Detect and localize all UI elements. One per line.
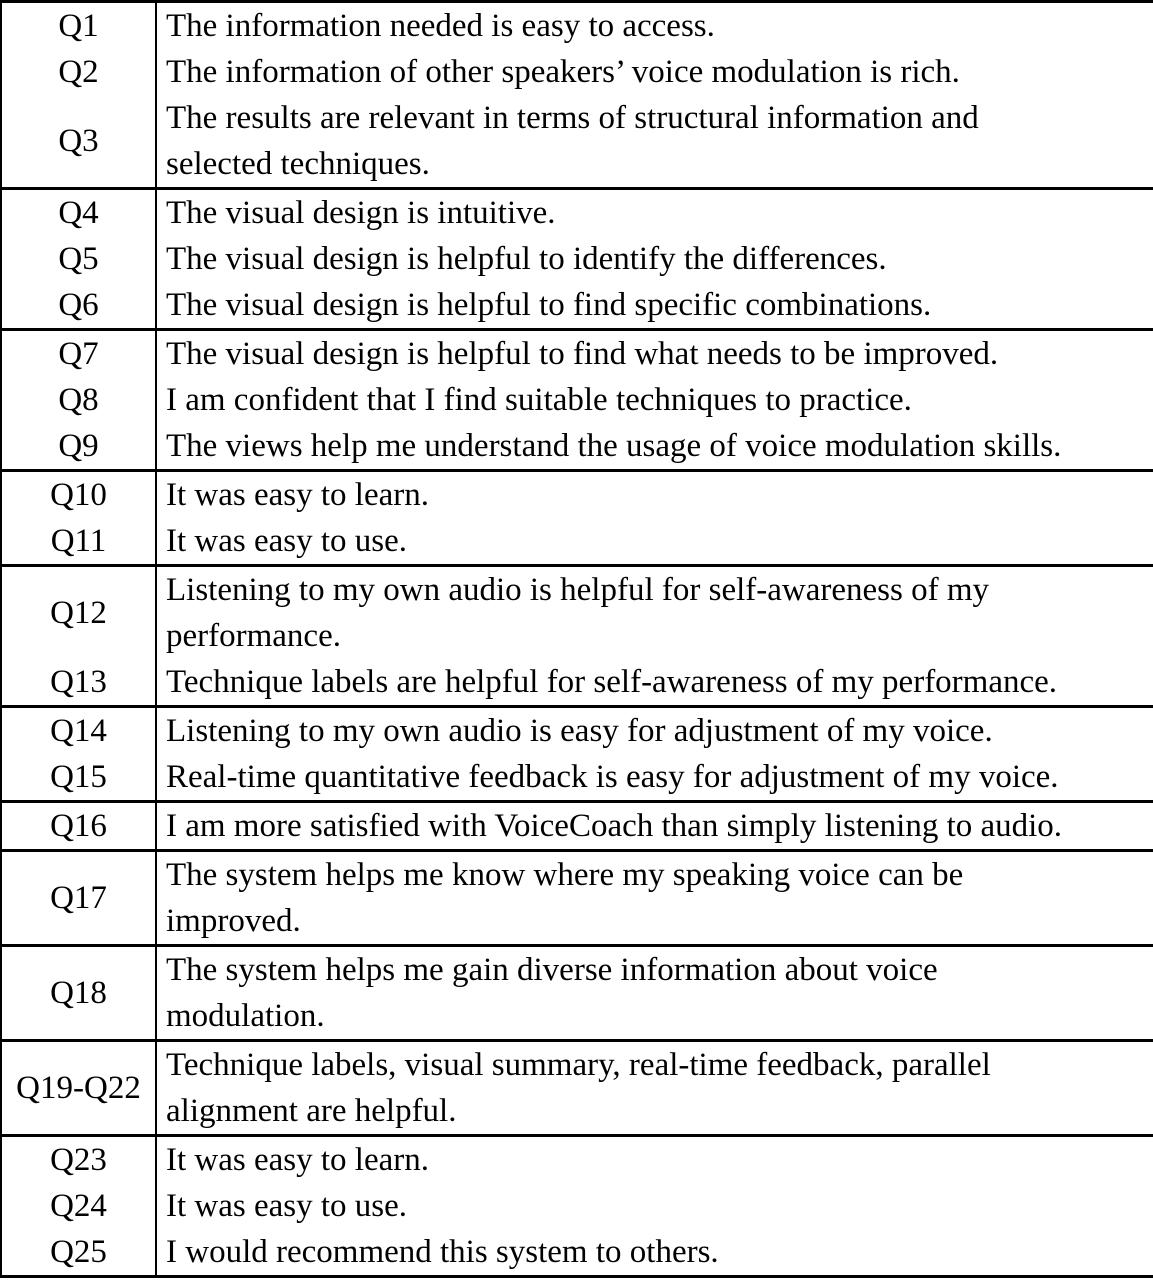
question-text	[157, 377, 1153, 423]
table-row	[2, 331, 1153, 377]
question-text-line: The system helps me gain diverse information about voice	[166, 952, 938, 988]
question-text	[157, 95, 1153, 187]
question-text-line: The visual design is helpful to find what needs to be improved.	[166, 336, 999, 372]
question-text	[157, 1042, 1153, 1134]
question-text-line: Technique labels are helpful for self-awareness of my performance.	[166, 664, 1058, 700]
question-text-line: I am more satisfied with VoiceCoach than simply listening to audio.	[166, 808, 1063, 844]
question-text	[157, 803, 1153, 849]
question-text-line: The information needed is easy to access.	[166, 8, 715, 44]
question-text	[157, 1183, 1153, 1229]
question-text	[157, 659, 1153, 705]
question-text	[157, 472, 1153, 518]
question-text-line: I am confident that I find suitable techniques to practice.	[166, 382, 912, 418]
question-text-line: It was easy to use.	[166, 1188, 408, 1224]
question-id: Q2	[2, 49, 157, 95]
question-text	[157, 1137, 1153, 1183]
question-id: Q1	[2, 3, 157, 49]
table-group	[2, 705, 1153, 800]
question-text-line: The information of other speakers’ voice modulation is rich.	[166, 54, 960, 90]
table-row	[2, 1042, 1153, 1134]
question-id: Q3	[2, 95, 157, 187]
question-id: Q7	[2, 331, 157, 377]
question-text-line: selected techniques.	[166, 146, 430, 182]
table-group	[2, 849, 1153, 944]
table-row	[2, 377, 1153, 423]
table-row	[2, 95, 1153, 187]
question-text-line: improved.	[166, 903, 301, 939]
question-text	[157, 3, 1153, 49]
question-text-line: The visual design is helpful to find specific combinations.	[166, 287, 932, 323]
table-row	[2, 659, 1153, 705]
question-id: Q24	[2, 1183, 157, 1229]
table-row	[2, 1229, 1153, 1275]
table-group	[2, 944, 1153, 1039]
question-text	[157, 423, 1153, 469]
table-group	[2, 800, 1153, 849]
question-text-line: Real-time quantitative feedback is easy for adjustment of my voice.	[166, 759, 1059, 795]
question-text-line: modulation.	[166, 998, 325, 1034]
question-text-line: I would recommend this system to others.	[166, 1234, 719, 1270]
question-id: Q12	[2, 567, 157, 659]
question-text-line: performance.	[166, 618, 341, 654]
question-id: Q6	[2, 282, 157, 328]
table-row	[2, 472, 1153, 518]
table-row	[2, 49, 1153, 95]
question-id: Q23	[2, 1137, 157, 1183]
table-group	[2, 3, 1153, 187]
question-text	[157, 947, 1153, 1039]
question-id: Q18	[2, 947, 157, 1039]
question-text	[157, 518, 1153, 564]
question-text	[157, 852, 1153, 944]
table-group	[2, 1134, 1153, 1275]
question-id: Q15	[2, 754, 157, 800]
question-id: Q14	[2, 708, 157, 754]
table-row	[2, 754, 1153, 800]
table-row	[2, 282, 1153, 328]
table-row	[2, 190, 1153, 236]
question-id: Q16	[2, 803, 157, 849]
question-text-line: It was easy to use.	[166, 523, 408, 559]
table-row	[2, 518, 1153, 564]
question-text	[157, 1229, 1153, 1275]
question-id: Q11	[2, 518, 157, 564]
question-text	[157, 190, 1153, 236]
table-row	[2, 852, 1153, 944]
question-text-line: Listening to my own audio is easy for adjustment of my voice.	[166, 713, 993, 749]
question-id: Q19-Q22	[2, 1042, 157, 1134]
table-row	[2, 803, 1153, 849]
question-text	[157, 754, 1153, 800]
question-text-line: The visual design is helpful to identify the differences.	[166, 241, 887, 277]
question-id: Q25	[2, 1229, 157, 1275]
question-text-line: alignment are helpful.	[166, 1093, 457, 1129]
question-id: Q9	[2, 423, 157, 469]
table-row	[2, 567, 1153, 659]
table-row	[2, 423, 1153, 469]
question-text-line: Listening to my own audio is helpful for self-awareness of my	[166, 572, 989, 608]
table-group	[2, 328, 1153, 469]
question-text	[157, 282, 1153, 328]
table-row	[2, 708, 1153, 754]
question-text-line: The results are relevant in terms of structural information and	[166, 100, 979, 136]
question-id: Q5	[2, 236, 157, 282]
question-text-line: It was easy to learn.	[166, 1142, 429, 1178]
question-id: Q17	[2, 852, 157, 944]
table-row	[2, 1137, 1153, 1183]
question-text	[157, 708, 1153, 754]
table-row	[2, 1183, 1153, 1229]
question-text	[157, 236, 1153, 282]
table-group	[2, 187, 1153, 328]
table-row	[2, 947, 1153, 1039]
question-text	[157, 49, 1153, 95]
question-text-line: The system helps me know where my speaking voice can be	[166, 857, 964, 893]
table-group	[2, 1039, 1153, 1134]
question-id: Q10	[2, 472, 157, 518]
table-group	[2, 469, 1153, 564]
question-text	[157, 331, 1153, 377]
table-row	[2, 236, 1153, 282]
question-text	[157, 567, 1153, 659]
table-group	[2, 564, 1153, 705]
question-id: Q4	[2, 190, 157, 236]
question-text-line: Technique labels, visual summary, real-time feedback, parallel	[166, 1047, 991, 1083]
table-row	[2, 3, 1153, 49]
question-text-line: The views help me understand the usage of voice modulation skills.	[166, 428, 1062, 464]
question-text-line: The visual design is intuitive.	[166, 195, 556, 231]
question-text-line: It was easy to learn.	[166, 477, 429, 513]
question-id: Q8	[2, 377, 157, 423]
question-id: Q13	[2, 659, 157, 705]
